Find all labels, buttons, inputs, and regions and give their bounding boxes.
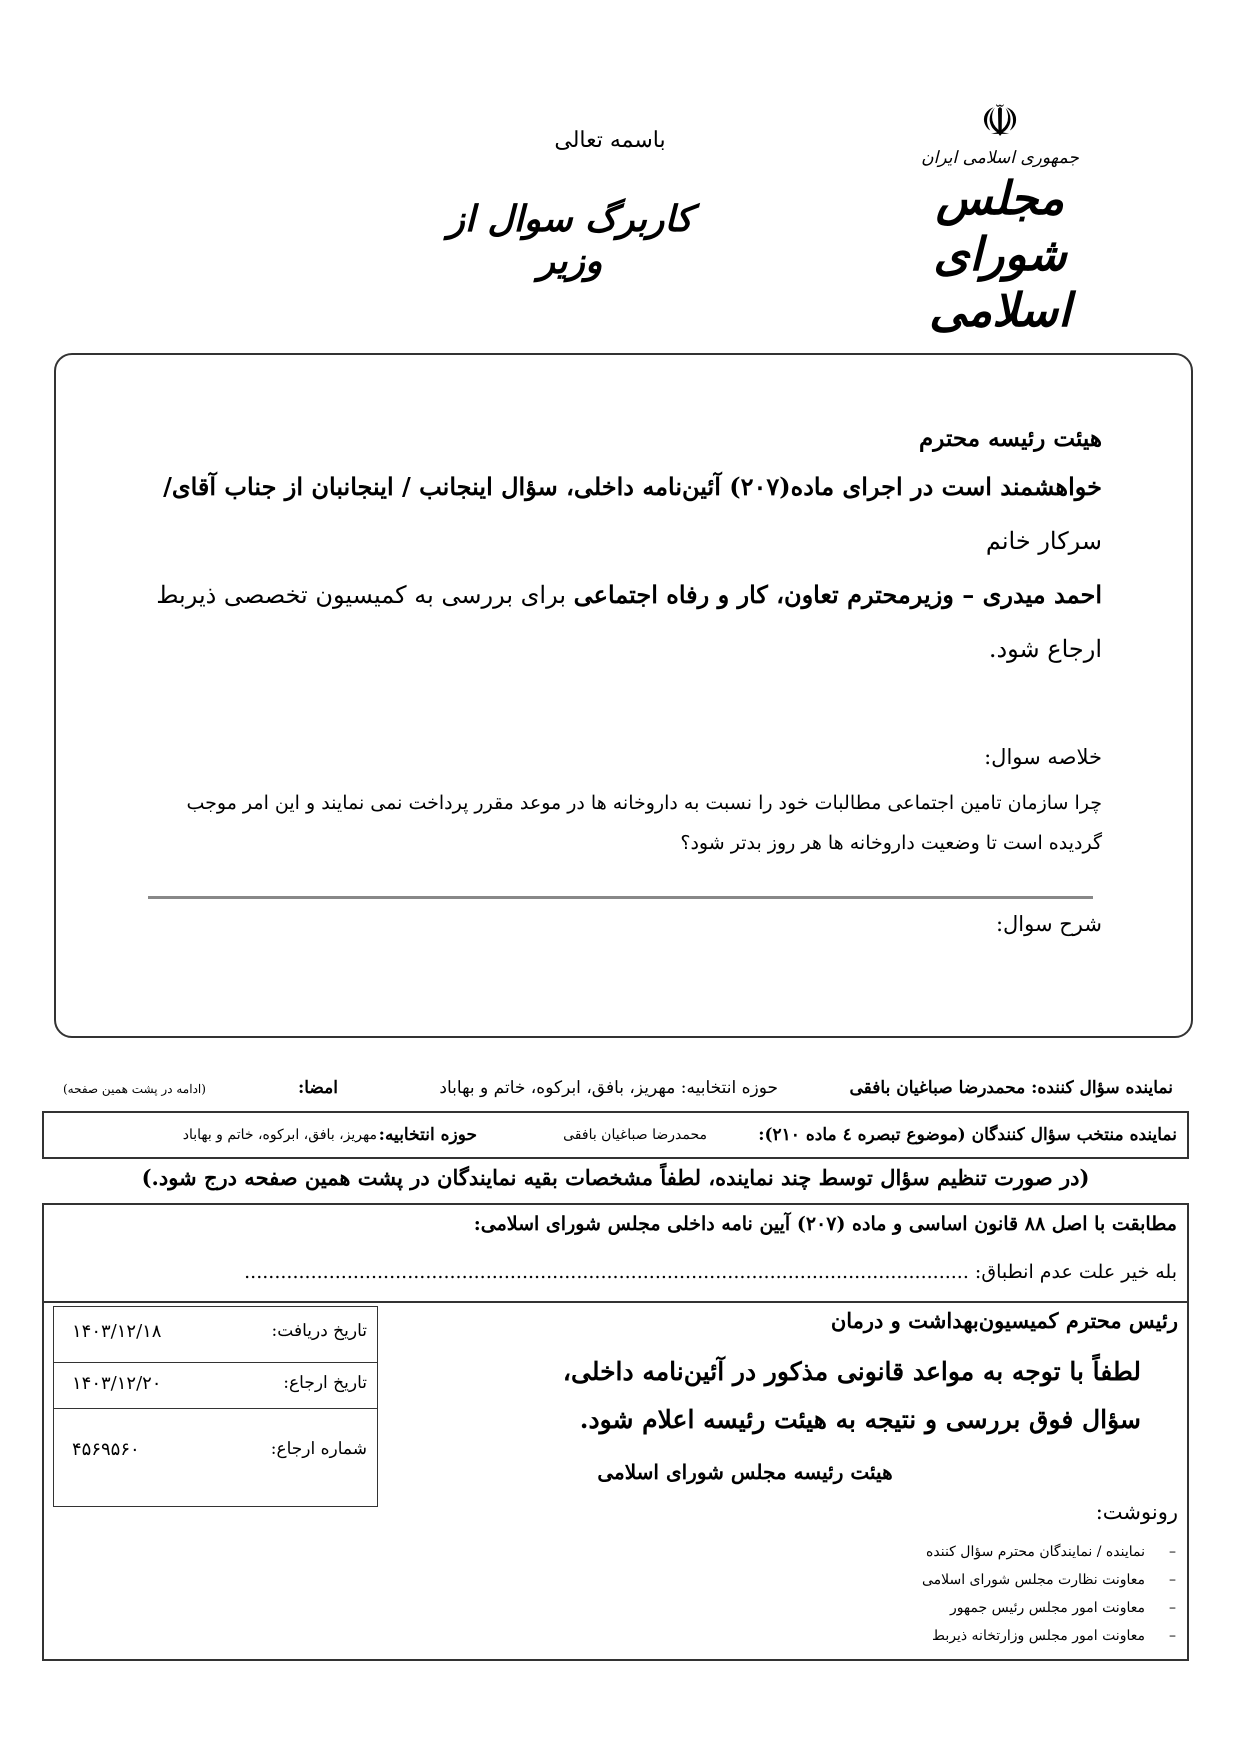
questioner-district: حوزه انتخابیه: مهریز، بافق، ابرکوه، خاتم و بهاباد: [439, 1078, 778, 1098]
request-body: [152, 460, 1102, 676]
list-item: –نماینده / نمایندگان محترم سؤال کننده: [926, 1544, 1176, 1560]
request-line-2: سرکار خانم: [985, 527, 1102, 555]
compliance-title: مطابقت با اصل ۸۸ قانون اساسی و ماده (۲۰۷) آیین نامه داخلی مجلس شورای اسلامی:: [473, 1213, 1177, 1235]
received-date-value: ۱۴۰۳/۱۲/۱۸: [72, 1321, 162, 1342]
list-item: –معاونت نظارت مجلس شورای اسلامی: [921, 1572, 1176, 1588]
commission-head: رئیس محترم کمیسیون‌بهداشت و درمان: [830, 1308, 1178, 1333]
request-line-1: خواهشمند است در اجرای ماده(۲۰۷) آئین‌نامه داخلی، سؤال اینجانب / اینجانبان از جناب آقای/: [163, 472, 1102, 501]
selected-rep-box: [42, 1111, 1189, 1159]
referral-date-value: ۱۴۰۳/۱۲/۲۰: [72, 1373, 162, 1394]
logo-subtitle: جمهوری اسلامی ایران: [921, 148, 1079, 168]
compliance-box: [42, 1203, 1189, 1303]
basmala: باسمه تعالی: [554, 128, 666, 153]
instruction-line-1: لطفاً با توجه به مواعد قانونی مذکور در آئین‌نامه داخلی،: [562, 1357, 1141, 1386]
form-title: کاربرگ سوال از وزیر: [447, 198, 693, 282]
compliance-options: بله خیر علت عدم انطباق: ........................................................................................................................: [244, 1261, 1177, 1283]
referral-date-row: [54, 1363, 377, 1409]
multi-rep-note: (در صورت تنظیم سؤال توسط چند نماینده، لطفاً مشخصات بقیه نمایندگان در پشت همین صفحه درج شود.): [141, 1165, 1090, 1190]
board-signature: هیئت رئیسه مجلس شورای اسلامی: [597, 1460, 893, 1484]
iran-emblem-icon: ☫: [980, 96, 1020, 147]
request-line-3: [152, 568, 1102, 622]
divider: [148, 896, 1093, 899]
request-line-3-rest: برای بررسی به کمیسیون تخصصی ذیربط: [156, 581, 574, 609]
request-line-4: ارجاع شود.: [988, 635, 1102, 663]
received-date-row: [54, 1307, 377, 1363]
cc-list: [922, 1538, 1176, 1650]
list-item: –معاونت امور مجلس وزارتخانه ذیربط: [932, 1628, 1176, 1644]
referral-instruction: [521, 1348, 1141, 1444]
selected-rep-district-label: حوزه انتخابیه:: [378, 1125, 477, 1145]
description-label: شرح سوال:: [995, 912, 1102, 936]
referral-date-label: تاریخ ارجاع:: [283, 1373, 367, 1393]
summary-label: خلاصه سوال:: [984, 745, 1102, 769]
logo-title: مجلس شورای اسلامی: [929, 171, 1071, 337]
parliament-logo: [880, 96, 1120, 337]
referral-number-row: [54, 1409, 377, 1506]
list-item: –معاونت امور مجلس رئیس جمهور: [949, 1600, 1176, 1616]
referral-details-box: [53, 1306, 378, 1507]
signature-label: امضا:: [297, 1078, 338, 1098]
selected-rep-name: محمدرضا صباغیان بافقی: [563, 1127, 707, 1143]
cc-label: رونوشت:: [1095, 1500, 1178, 1524]
continued-note: (ادامه در پشت همین صفحه): [63, 1082, 206, 1096]
minister-name: احمد میدری – وزیرمحترم تعاون، کار و رفاه اجتماعی: [573, 580, 1102, 609]
referral-number-label: شماره ارجاع:: [270, 1439, 367, 1459]
selected-rep-label: نماینده منتخب سؤال کنندگان (موضوع تبصره ٤ ماده ۲۱۰):: [758, 1125, 1177, 1145]
questioner-row: [63, 1078, 1173, 1108]
instruction-line-2: سؤال فوق بررسی و نتیجه به هیئت رئیسه اعلام شود.: [579, 1405, 1141, 1434]
received-date-label: تاریخ دریافت:: [271, 1321, 367, 1341]
salutation: هیئت رئیسه محترم: [919, 425, 1102, 452]
selected-rep-district: مهریز، بافق، ابرکوه، خاتم و بهاباد: [182, 1127, 377, 1143]
summary-text: چرا سازمان تامین اجتماعی مطالبات خود را نسبت به داروخانه ها در موعد مقرر پرداخت نمی نمایند و این امر موجب گردیده است تا وضعیت داروخانه ها هر روز بدتر شود؟: [186, 792, 1102, 854]
referral-number-value: ۴۵۶۹۵۶۰: [72, 1439, 140, 1460]
questioner-name: نماینده سؤال کننده: محمدرضا صباغیان بافقی: [849, 1078, 1173, 1098]
